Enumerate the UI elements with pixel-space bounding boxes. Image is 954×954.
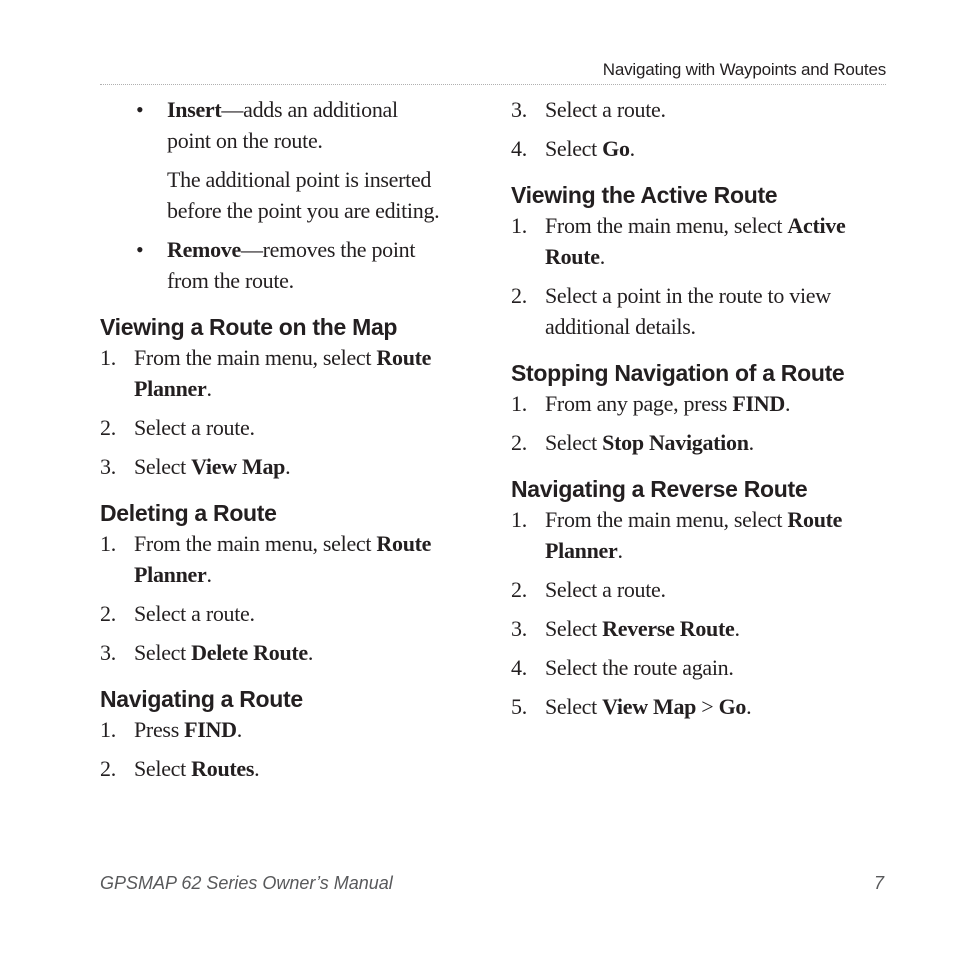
- step-end: .: [307, 640, 314, 665]
- step-end: .: [748, 430, 754, 455]
- step-number: 1.: [100, 531, 116, 556]
- bold-term: Stop Navigation: [602, 430, 749, 455]
- step-item: [100, 342, 480, 404]
- step-text: Select the route again.: [545, 655, 734, 680]
- step-item: [100, 753, 480, 784]
- bold-term: Go: [718, 694, 747, 719]
- step-item: [511, 280, 891, 342]
- step-text: From the main menu, select: [545, 213, 788, 238]
- step-end: .: [629, 136, 635, 161]
- step-text: Select a point in the route to view: [545, 283, 831, 308]
- step-end: .: [206, 376, 212, 401]
- bold-term: View Map: [602, 694, 697, 719]
- heading-navigate-route: Navigating a Route: [100, 686, 303, 712]
- left-column: [100, 94, 480, 784]
- step-number: 5.: [511, 694, 527, 719]
- step-end: .: [784, 391, 791, 416]
- bold-term: Route: [787, 507, 843, 532]
- step-number: 2.: [100, 415, 116, 440]
- step-item: [511, 613, 891, 644]
- step-text: Select: [545, 136, 603, 161]
- step-end: .: [599, 244, 605, 269]
- bold-term: Route: [376, 531, 432, 556]
- step-text: Select: [545, 616, 603, 641]
- step-text: Select a route.: [134, 415, 255, 440]
- step-number: 3.: [511, 616, 527, 641]
- heading-delete-route: Deleting a Route: [100, 500, 277, 526]
- step-number: 4.: [511, 655, 527, 680]
- note-line-b: before the point you are editing.: [167, 198, 440, 223]
- heading-stop-navigation: Stopping Navigation of a Route: [511, 360, 845, 386]
- step-number: 3.: [511, 97, 527, 122]
- heading-view-route-map: Viewing a Route on the Map: [100, 314, 398, 340]
- bold-term: Planner: [134, 562, 207, 587]
- step-item: [511, 210, 891, 272]
- bold-term: Reverse Route: [602, 616, 735, 641]
- step-end: .: [617, 538, 623, 563]
- header-divider: [100, 84, 886, 85]
- bold-term: FIND: [184, 717, 237, 742]
- step-text: From the main menu, select: [545, 507, 788, 532]
- step-end: .: [236, 717, 242, 742]
- right-column: [511, 94, 891, 722]
- remove-desc-b: from the route.: [167, 268, 294, 293]
- footer-manual-title: GPSMAP 62 Series Owner’s Manual: [100, 873, 393, 893]
- insert-desc-a: —adds an additional: [221, 97, 398, 122]
- step-item: [100, 637, 480, 668]
- step-text: Select: [134, 454, 192, 479]
- step-number: 4.: [511, 136, 527, 161]
- bold-term: Delete Route: [191, 640, 308, 665]
- step-text: From the main menu, select: [134, 531, 377, 556]
- step-number: 1.: [100, 717, 116, 742]
- step-text: Press: [134, 717, 185, 742]
- step-item: [100, 451, 480, 482]
- term-insert: Insert: [167, 97, 222, 122]
- footer-page-number: 7: [873, 873, 884, 893]
- step-text: Select a route.: [545, 97, 666, 122]
- step-text: additional details.: [545, 314, 696, 339]
- step-text: Select: [545, 694, 603, 719]
- step-item: [511, 574, 891, 605]
- step-item: [100, 412, 480, 443]
- step-end: .: [734, 616, 740, 641]
- step-end: .: [254, 756, 260, 781]
- step-item: [511, 427, 891, 458]
- bold-term: Route: [545, 244, 600, 269]
- step-item: [511, 504, 891, 566]
- step-text: Select a route.: [545, 577, 666, 602]
- step-end: .: [206, 562, 212, 587]
- step-item: [511, 388, 891, 419]
- step-number: 1.: [100, 345, 116, 370]
- bold-term: Route: [376, 345, 432, 370]
- bullet: •: [136, 97, 144, 122]
- insert-desc-b: point on the route.: [167, 128, 323, 153]
- bold-term: View Map: [191, 454, 286, 479]
- bullet: •: [136, 237, 144, 262]
- step-item: [100, 598, 480, 629]
- step-end: .: [746, 694, 752, 719]
- option-remove: [100, 234, 480, 296]
- step-item: [100, 528, 480, 590]
- step-number: 3.: [100, 454, 116, 479]
- step-number: 1.: [511, 391, 527, 416]
- bold-term: FIND: [732, 391, 785, 416]
- step-number: 1.: [511, 213, 527, 238]
- step-number: 2.: [511, 577, 527, 602]
- note-line-a: The additional point is inserted: [167, 167, 432, 192]
- step-text: Select a route.: [134, 601, 255, 626]
- step-text: Select: [545, 430, 603, 455]
- step-text: From the main menu, select: [134, 345, 377, 370]
- bold-term: Routes: [191, 756, 255, 781]
- step-end: .: [285, 454, 291, 479]
- bold-term: Active: [787, 213, 846, 238]
- bold-term: Go: [602, 136, 630, 161]
- remove-desc-a: —removes the point: [240, 237, 416, 262]
- step-text: From any page, press: [545, 391, 733, 416]
- running-header: Navigating with Waypoints and Routes: [602, 60, 886, 79]
- heading-active-route: Viewing the Active Route: [511, 182, 778, 208]
- step-text: Select: [134, 640, 192, 665]
- bold-term: Planner: [545, 538, 618, 563]
- step-number: 2.: [100, 756, 116, 781]
- step-text: Select: [134, 756, 192, 781]
- step-item: [511, 133, 891, 164]
- step-number: 2.: [511, 283, 527, 308]
- heading-reverse-route: Navigating a Reverse Route: [511, 476, 808, 502]
- option-insert: [100, 94, 480, 156]
- insert-note: [167, 164, 480, 226]
- step-number: 2.: [100, 601, 116, 626]
- step-number: 1.: [511, 507, 527, 532]
- term-remove: Remove: [167, 237, 241, 262]
- step-number: 3.: [100, 640, 116, 665]
- step-item: [511, 652, 891, 683]
- step-item: [511, 94, 891, 125]
- step-item: [511, 691, 891, 722]
- bold-term: Planner: [134, 376, 207, 401]
- step-number: 2.: [511, 430, 527, 455]
- step-separator: >: [696, 694, 719, 719]
- step-item: [100, 714, 480, 745]
